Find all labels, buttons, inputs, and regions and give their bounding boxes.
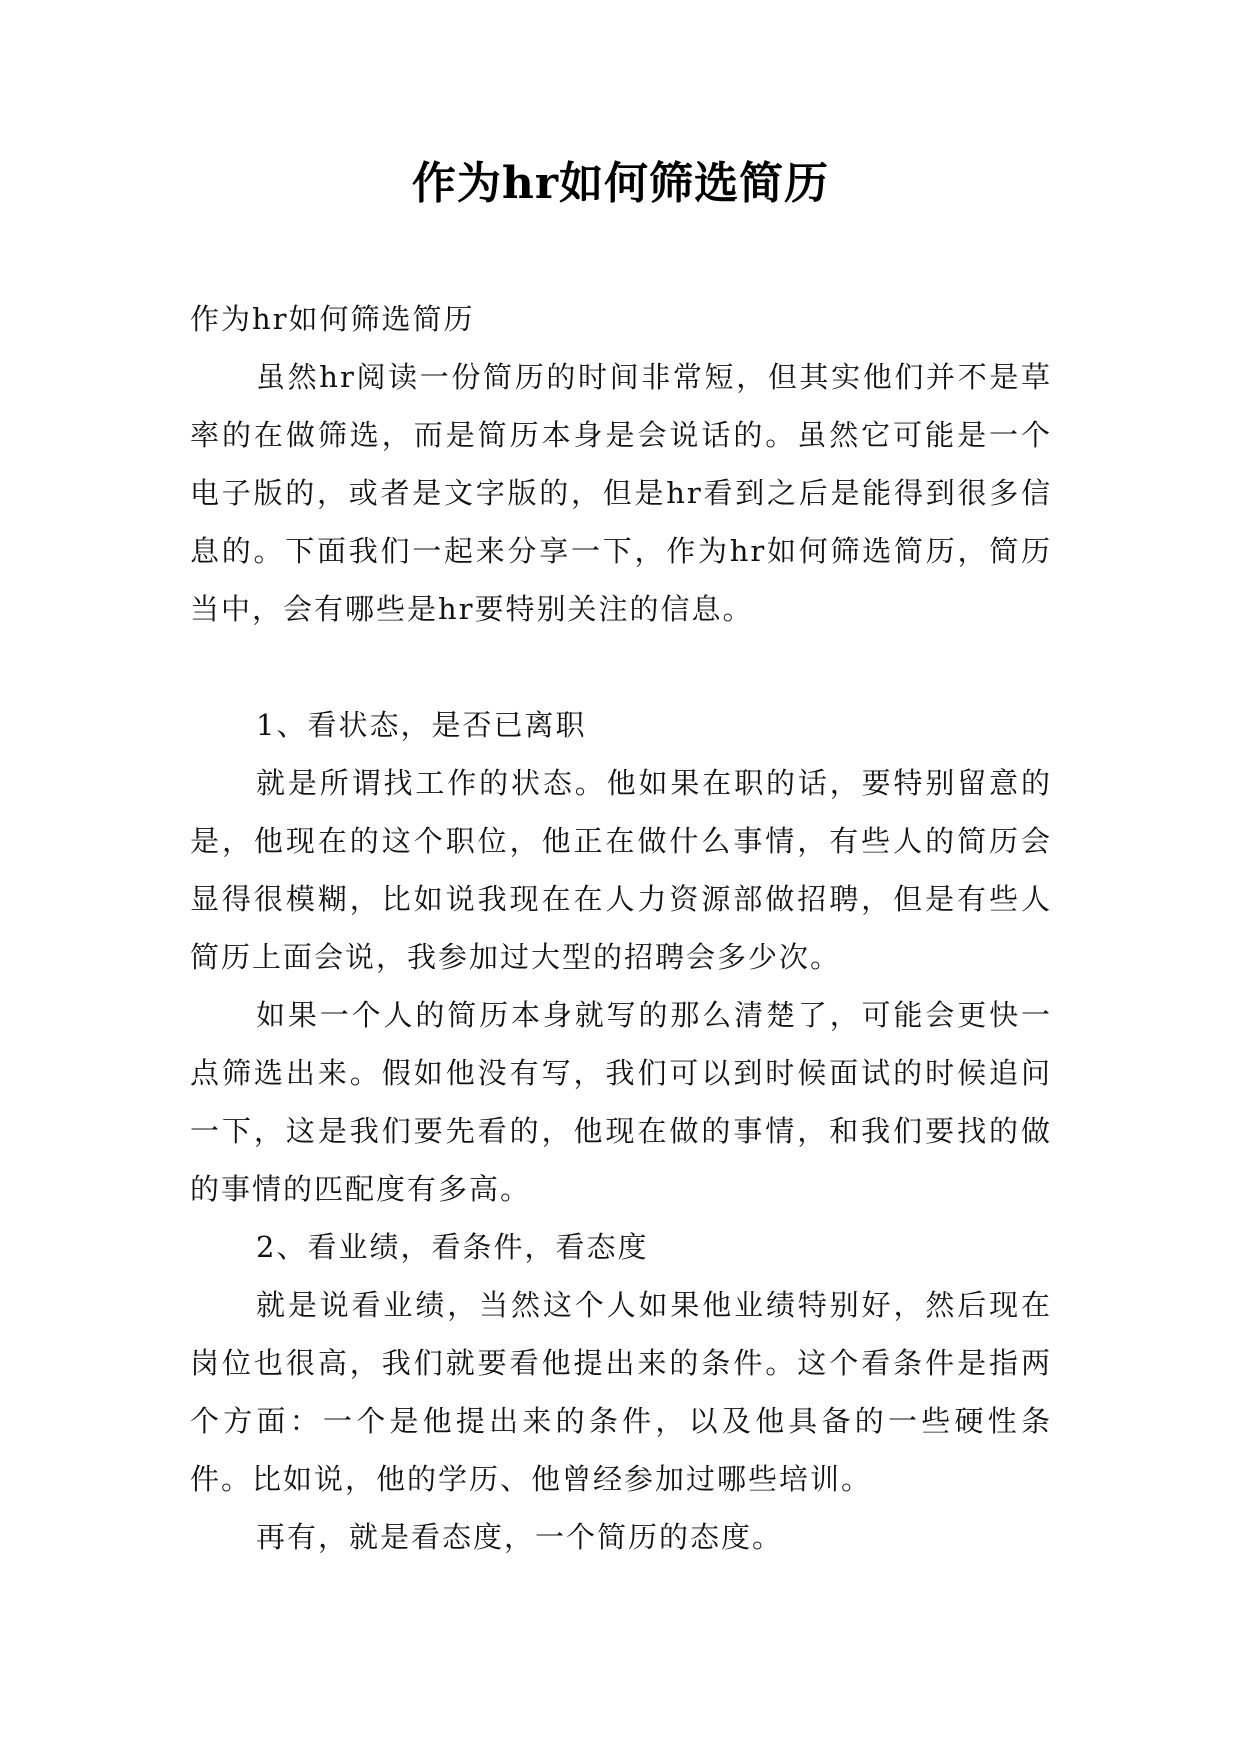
body-paragraph: 就是说看业绩，当然这个人如果他业绩特别好，然后现在岗位也很高，我们就要看他提出来的条件。这个看条件是指两个方面：一个是他提出来的条件，以及他具备的一些硬性条件。比如说，他的学历、他曾经参加过哪些培训。 bbox=[190, 1288, 1052, 1496]
document-body bbox=[190, 290, 1052, 1566]
intro-paragraph: 虽然hr阅读一份简历的时间非常短，但其实他们并不是草率的在做筛选，而是简历本身是会说话的。虽然它可能是一个电子版的，或者是文字版的，但是hr看到之后是能得到很多信息的。下面我们一起来分享一下，作为hr如何筛选简历，简历当中，会有哪些是hr要特别关注的信息。 bbox=[190, 360, 1052, 626]
paragraph-spacer bbox=[190, 638, 1052, 696]
body-paragraph: 就是所谓找工作的状态。他如果在职的话，要特别留意的是，他现在的这个职位，他正在做什么事情，有些人的简历会显得很模糊，比如说我现在在人力资源部做招聘，但是有些人简历上面会说，我参加过大型的招聘会多少次。 bbox=[190, 766, 1052, 974]
body-paragraph: 再有，就是看态度，一个简历的态度。 bbox=[256, 1520, 784, 1554]
body-paragraph: 如果一个人的简历本身就写的那么清楚了，可能会更快一点筛选出来。假如他没有写，我们可以到时候面试的时候追问一下，这是我们要先看的，他现在做的事情，和我们要找的做的事情的匹配度有多高。 bbox=[190, 998, 1052, 1206]
section-heading-1: 1、看状态，是否已离职 bbox=[256, 708, 587, 742]
section-heading-2: 2、看业绩，看条件，看态度 bbox=[256, 1230, 649, 1264]
document-title: 作为hr如何筛选简历 bbox=[411, 158, 830, 209]
subtitle-paragraph: 作为hr如何筛选简历 bbox=[190, 302, 475, 336]
